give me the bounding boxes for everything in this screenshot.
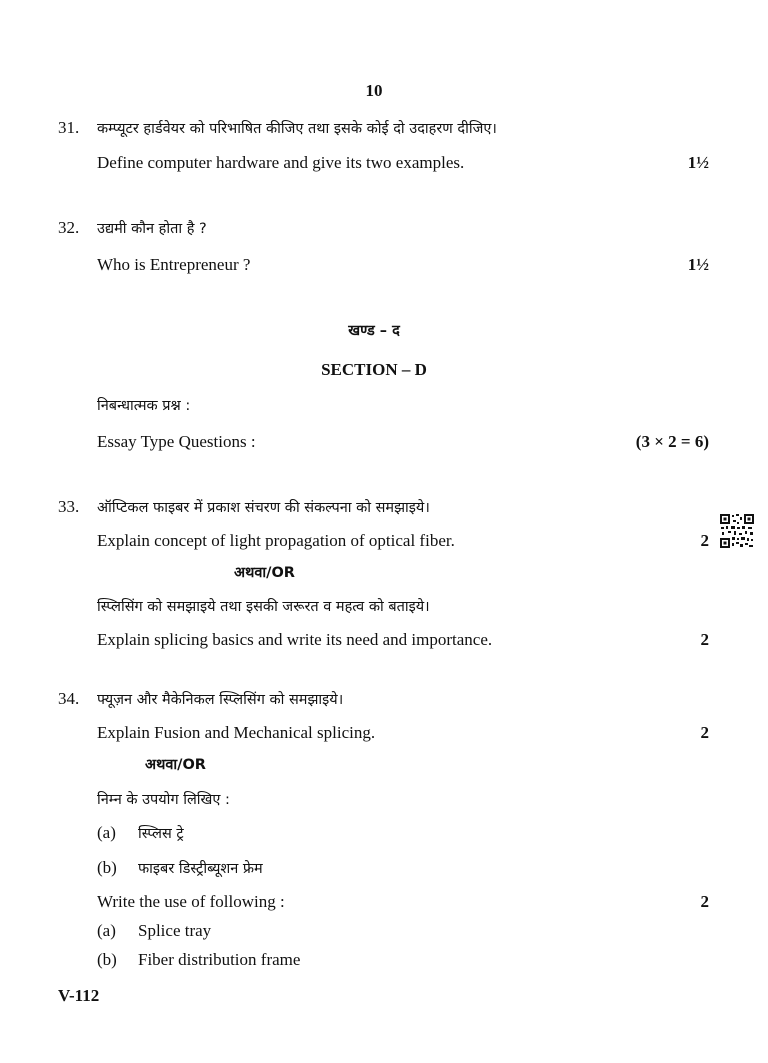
q34-hindi: फ्यूज़न और मैकेनिकल स्प्लिसिंग को समझाइये।: [97, 692, 344, 708]
q32-english: Who is Entrepreneur ?: [97, 255, 251, 274]
q34-english-item-b-text: Fiber distribution frame: [138, 950, 301, 969]
q34-number: 34.: [58, 689, 80, 708]
q32-number: 32.: [58, 218, 80, 237]
q33-alt-english: Explain splicing basics and write its need and importance.: [97, 630, 493, 649]
q32-marks: 1½: [687, 255, 709, 274]
q33-alt-marks: 2: [700, 630, 709, 649]
q33-alt-hindi: स्प्लिसिंग को समझाइये तथा इसकी जरूरत व महत्व को बताइये।: [97, 599, 430, 615]
q34-alt-hindi: निम्न के उपयोग लिखिए :: [97, 792, 230, 808]
q34-marks: 2: [700, 723, 709, 742]
q33-or-label: अथवा/OR: [234, 565, 295, 581]
q32-hindi: उद्यमी कौन होता है ?: [97, 221, 207, 237]
q33-hindi: ऑप्टिकल फाइबर में प्रकाश संचरण की संकल्पना को समझाइये।: [97, 500, 430, 516]
qr-code-icon: [719, 513, 755, 549]
section-marks-scheme: (3 × 2 = 6): [635, 432, 709, 451]
q31-marks: 1½: [687, 153, 709, 172]
q34-hindi-item-b-text: फाइबर डिस्ट्रीब्यूशन फ्रेम: [138, 861, 263, 877]
section-title-hindi: खण्ड – द: [348, 323, 400, 339]
q34-hindi-item-b-label: (b): [97, 858, 117, 877]
q34-alt-marks: 2: [700, 892, 709, 911]
page-number: 10: [365, 81, 383, 100]
q34-or-label: अथवा/OR: [145, 757, 206, 773]
footer-code: V-112: [58, 986, 100, 1005]
q31-english: Define computer hardware and give its two examples.: [97, 153, 465, 172]
q34-english-item-b-label: (b): [97, 950, 117, 969]
q34-alt-english: Write the use of following :: [97, 892, 285, 911]
q31-number: 31.: [58, 118, 80, 137]
q33-english: Explain concept of light propagation of optical fiber.: [97, 531, 455, 550]
section-type-hindi: निबन्धात्मक प्रश्न :: [97, 398, 191, 414]
q34-hindi-item-a-label: (a): [97, 823, 116, 842]
q33-number: 33.: [58, 497, 80, 516]
q34-english-item-a-label: (a): [97, 921, 116, 940]
section-title-english: SECTION – D: [321, 360, 427, 379]
section-type-english: Essay Type Questions :: [97, 432, 256, 451]
q33-marks: 2: [700, 531, 709, 550]
q31-hindi: कम्प्यूटर हार्डवेयर को परिभाषित कीजिए तथा इसके कोई दो उदाहरण दीजिए।: [97, 121, 497, 137]
q34-english-item-a-text: Splice tray: [138, 921, 212, 940]
q34-hindi-item-a-text: स्प्लिस ट्रे: [138, 826, 184, 842]
q34-english: Explain Fusion and Mechanical splicing.: [97, 723, 376, 742]
